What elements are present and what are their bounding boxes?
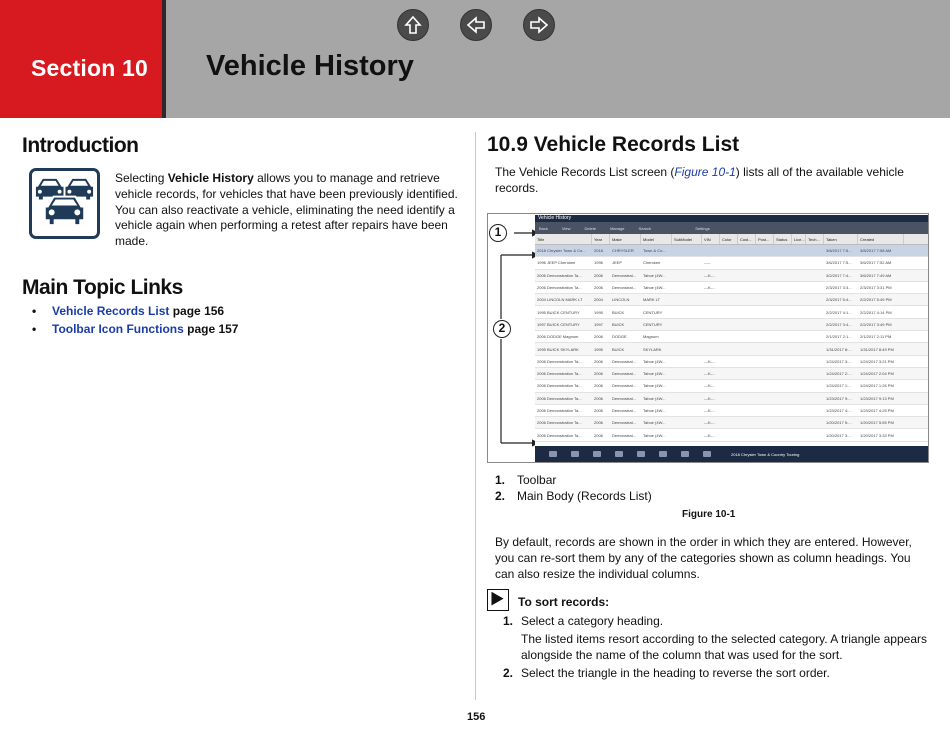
record-cell: 1995 BUICK SKYLARK [537,346,579,352]
record-cell: 2006 [594,408,603,413]
bottom-icon[interactable] [703,451,711,457]
column-divider [475,132,476,700]
column-header[interactable]: Taken [824,234,858,244]
bottom-icon[interactable] [593,451,601,457]
legend-number: 1. [495,473,506,487]
record-cell: 2/2/2017 3:4... [826,321,852,327]
step-number: 1. [503,614,514,628]
figure-reference-link[interactable]: Figure 10-1 [674,165,736,179]
callout-1: 1 [489,224,507,242]
record-cell: 3/6/2017 7:52 AM [860,260,892,266]
cars-icon [32,171,97,236]
record-cell: 2/3/2017 3:31 PM [860,285,892,291]
record-cell: 1/24/2017 3:21 PM [860,358,894,364]
record-row[interactable] [535,270,928,282]
record-cell: 2/1/2017 2:11 PM [860,334,892,340]
record-cell: CENTURY [643,309,663,315]
record-cell: 1/20/2017 5:55 PM [860,420,894,426]
record-cell: 1/23/2017 9:13 PM [860,395,894,401]
record-cell: 3/6/2017 7:5... [826,260,852,266]
record-cell: 1996 JEEP Cherokee [537,260,576,266]
record-cell: CHRYSLER [612,248,634,254]
topic-link-item [32,303,238,321]
step-text: Select a category heading. [521,614,664,628]
record-cell: Town & Co... [643,248,666,254]
record-cell: ---K-... [704,272,716,278]
record-cell: 2006 Demonstration Ta... [537,432,582,438]
record-cell: 2006 [594,420,603,426]
bottom-icon[interactable] [571,451,579,457]
record-cell: 2/2/2017 5:49 PM [860,297,892,303]
step-number: 2. [503,666,514,680]
record-cell: 2006 Demonstration Ta... [537,272,582,278]
column-header[interactable]: Make [610,234,641,244]
procedure-heading: To sort records: [518,595,610,609]
record-cell: ---K-... [704,432,716,438]
vehicle-history-icon [29,168,100,239]
record-cell: ---K-... [704,395,716,401]
record-cell: Tahoe (4W... [643,432,666,438]
section-intro-end: ) lists all of the available vehicle records. [495,165,904,195]
toolbar-view[interactable]: View [561,225,571,231]
column-header[interactable]: Lice... [792,234,806,244]
record-row[interactable] [535,343,928,355]
record-cell: 3/8/2017 7:58 AM [860,248,892,254]
record-cell: Tahoe (4W... [643,272,666,278]
record-cell: 1/24/2017 2:04 PM [860,371,894,377]
record-cell: ---K-... [704,408,716,413]
record-cell: 3/6/2017 7:49 AM [860,272,892,278]
record-cell: 1/20/2017 3:... [826,432,852,438]
record-cell: 1/23/2017 4:25 PM [860,408,894,413]
record-cell: Demonstrat... [612,358,637,364]
record-cell: 2018 Chrysler Town & Co... [537,248,586,254]
bottom-icon[interactable] [549,451,557,457]
record-row[interactable] [535,380,928,392]
legend-item [495,472,652,488]
column-header[interactable]: Status [774,234,792,244]
record-row[interactable] [535,319,928,331]
bottom-icon[interactable] [659,451,667,457]
procedure-steps [503,613,928,681]
record-cell: 2006 Demonstration Ta... [537,285,582,291]
nav-forward-button[interactable] [523,9,555,41]
column-header[interactable]: Post... [756,234,774,244]
column-header[interactable]: Title [535,234,592,244]
record-cell: 1/20/2017 3:33 PM [860,432,894,438]
legend-item [495,488,652,504]
record-cell: LINCOLN [612,297,630,303]
record-cell: MARK LT [643,297,661,303]
record-cell: 2/2/2017 4:14 PM [860,309,892,315]
record-cell: 2004 LINCOLN MARK LT [537,297,583,303]
column-header[interactable]: Cust... [738,234,756,244]
record-cell: Demonstrat... [612,285,637,291]
record-cell: ----- [704,260,711,266]
record-cell: DODGE [612,334,627,340]
column-header[interactable]: Year [592,234,610,244]
record-cell: ---K-... [704,420,716,426]
current-vehicle-name: 2018 Chrysler Town & Country Touring [731,451,800,457]
records-table-header [535,234,928,245]
toolbar-back[interactable]: Back [539,225,548,231]
record-cell: 2004 [594,297,603,303]
bottom-icon[interactable] [637,451,645,457]
callout-2: 2 [493,320,511,338]
record-cell: 1996 [594,260,603,266]
record-cell: 1/24/2017 2:... [826,371,852,377]
intro-paragraph [115,171,460,250]
bottom-icon[interactable] [681,451,689,457]
figure-caption: Figure 10-1 [682,509,736,520]
record-cell: ---K-... [704,371,716,377]
record-cell: Demonstrat... [612,395,637,401]
record-cell: 1/23/2017 9:... [826,395,852,401]
record-row[interactable] [535,393,928,405]
intro-text-end: allows you to manage and retrieve vehicle records, for vehicles that have been previously identified. You can also reactivate a vehicle, eliminating the need identify a vehicle again when performing a retest after repairs have been made. [115,171,458,249]
record-cell: 2006 [594,383,603,389]
record-cell: 1/20/2017 5:... [826,420,852,426]
record-cell: Demonstrat... [612,383,637,389]
record-cell: 3/8/2017 7:5... [826,248,852,254]
column-header[interactable]: Tech... [806,234,824,244]
nav-up-button[interactable] [397,9,429,41]
record-cell: 2006 [594,371,603,377]
record-cell: Tahoe (4W... [643,371,666,377]
record-cell: 2006 [594,432,603,438]
record-cell: 1/23/2017 4:... [826,408,852,413]
topic-links-list [32,303,238,339]
bottom-icon[interactable] [615,451,623,457]
record-cell: ---K-... [704,285,716,291]
page-number: 156 [467,711,486,723]
forward-arrow-icon [529,15,549,35]
vehicle-records-list-link[interactable]: Vehicle Records List [52,304,170,318]
procedure-step [503,613,928,663]
toolbar-delete[interactable]: Delete [584,225,597,231]
record-row[interactable] [535,331,928,343]
record-cell: Demonstrat... [612,408,637,413]
up-arrow-icon [403,15,423,35]
figure-legend [495,472,652,504]
toolbar-settings[interactable]: Settings [695,225,710,231]
page-title: Vehicle History [206,50,414,82]
links-heading: Main Topic Links [22,276,183,299]
toolbar-manage[interactable]: Manage [610,225,625,231]
record-cell: Tahoe (4W... [643,358,666,364]
play-icon [488,590,507,609]
record-cell: Tahoe (4W... [643,285,666,291]
record-cell: Tahoe (4W... [643,408,666,413]
section-intro [495,164,925,196]
legend-number: 2. [495,489,506,503]
record-cell: 2/2/2017 4:1... [826,309,852,315]
column-header[interactable]: SubModel [672,234,702,244]
record-cell: Tahoe (4W... [643,383,666,389]
step-result: The listed items resort according to the selected category. A triangle appears alongside the name of the column that was used for the sort. [521,632,927,662]
record-cell: Demonstrat... [612,371,637,377]
record-cell: 2006 Demonstration Ta... [537,395,582,401]
record-cell: BUICK [612,321,625,327]
record-cell: BUICK [612,309,625,315]
record-cell: 2/3/2017 5:4... [826,297,852,303]
record-cell: BUICK [612,346,625,352]
record-cell: 1995 [594,346,603,352]
column-header[interactable]: VIN [702,234,720,244]
link-page-ref: page 157 [183,322,239,336]
record-cell: Magnum [643,334,659,340]
record-row[interactable] [535,429,928,441]
screen-title: Vehicle History [535,215,928,222]
legend-text: Toolbar [517,473,557,487]
intro-bold-term: Vehicle History [167,171,254,185]
record-cell: 1/24/2017 3:... [826,358,852,364]
record-row[interactable] [535,417,928,429]
column-header[interactable]: Created [858,234,904,244]
record-row[interactable] [535,245,928,257]
record-cell: Tahoe (4W... [643,420,666,426]
section-intro-start: The Vehicle Records List screen ( [495,165,675,179]
nav-back-button[interactable] [460,9,492,41]
record-row[interactable] [535,257,928,269]
record-cell: 2006 [594,358,603,364]
link-page-ref: page 156 [169,304,225,318]
record-cell: 2018 [594,248,603,254]
toolbar-search[interactable]: Search [638,225,652,231]
record-cell: 3/2/2017 7:4... [826,272,852,278]
back-arrow-icon [466,15,486,35]
record-row[interactable] [535,306,928,318]
record-cell: 2006 Demonstration Ta... [537,420,582,426]
record-cell: JEEP [612,260,623,266]
record-cell: 2006 Demonstration Ta... [537,358,582,364]
record-cell: 1995 [594,309,603,315]
record-cell: ---K-... [704,383,716,389]
record-cell: 2006 [594,272,603,278]
record-row[interactable] [535,368,928,380]
screen-bottom-bar [535,446,928,462]
record-cell: 2006 Demonstration Ta... [537,408,582,413]
intro-heading: Introduction [22,134,139,157]
record-cell: 2006 [594,334,603,340]
figure-10-1 [487,213,929,463]
record-cell: 1997 BUICK CENTURY [537,321,580,327]
toolbar-icon-functions-link[interactable]: Toolbar Icon Functions [52,322,184,336]
section-heading: 10.9 Vehicle Records List [487,133,740,156]
record-cell: Tahoe (4W... [643,395,666,401]
record-cell: CENTURY [643,321,663,327]
intro-text-start: Selecting [115,171,168,185]
procedure-icon [487,589,509,611]
record-cell: 1/31/2017 8:... [826,346,852,352]
record-cell: Demonstrat... [612,432,637,438]
record-cell: 2006 DODGE Magnum [537,334,579,340]
record-cell: 2006 Demonstration Ta... [537,371,582,377]
records-table-body [535,245,928,442]
record-row[interactable] [535,294,928,306]
record-cell: 2/2/2017 3:49 PM [860,321,892,327]
topic-link-item [32,321,238,339]
header-divider [162,0,166,118]
column-header[interactable]: Model [641,234,672,244]
record-cell: 2006 [594,395,603,401]
record-cell: ---K-... [704,358,716,364]
procedure-step [503,665,928,681]
record-cell: 2006 Demonstration Ta... [537,383,582,389]
screen-toolbar [535,222,928,234]
record-cell: Demonstrat... [612,272,637,278]
legend-text: Main Body (Records List) [517,489,652,503]
record-cell: Demonstrat... [612,420,637,426]
record-cell: Cherokee [643,260,661,266]
vehicle-history-screenshot [535,215,928,462]
column-header[interactable]: Color [720,234,738,244]
sort-explanation: By default, records are shown in the order in which they are entered. However, you can re-sort them by any of the categories shown as column headings. You can also resize the individual columns. [495,535,912,581]
record-row[interactable] [535,282,928,294]
record-row[interactable] [535,356,928,368]
record-cell: 2006 [594,285,603,291]
record-cell: 1/31/2017 8:49 PM [860,346,894,352]
record-cell: SKYLARK [643,346,662,352]
record-cell: 2/3/2017 3:3... [826,285,852,291]
record-cell: 1/24/2017 1:... [826,383,852,389]
section-label: Section 10 [31,55,149,81]
record-cell: 2/1/2017 2:1... [826,334,852,340]
record-cell: 1/24/2017 1:26 PM [860,383,894,389]
record-cell: 1997 [594,321,603,327]
record-cell: 1995 BUICK CENTURY [537,309,580,315]
step-text: Select the triangle in the heading to reverse the sort order. [521,666,830,680]
record-row[interactable] [535,405,928,417]
